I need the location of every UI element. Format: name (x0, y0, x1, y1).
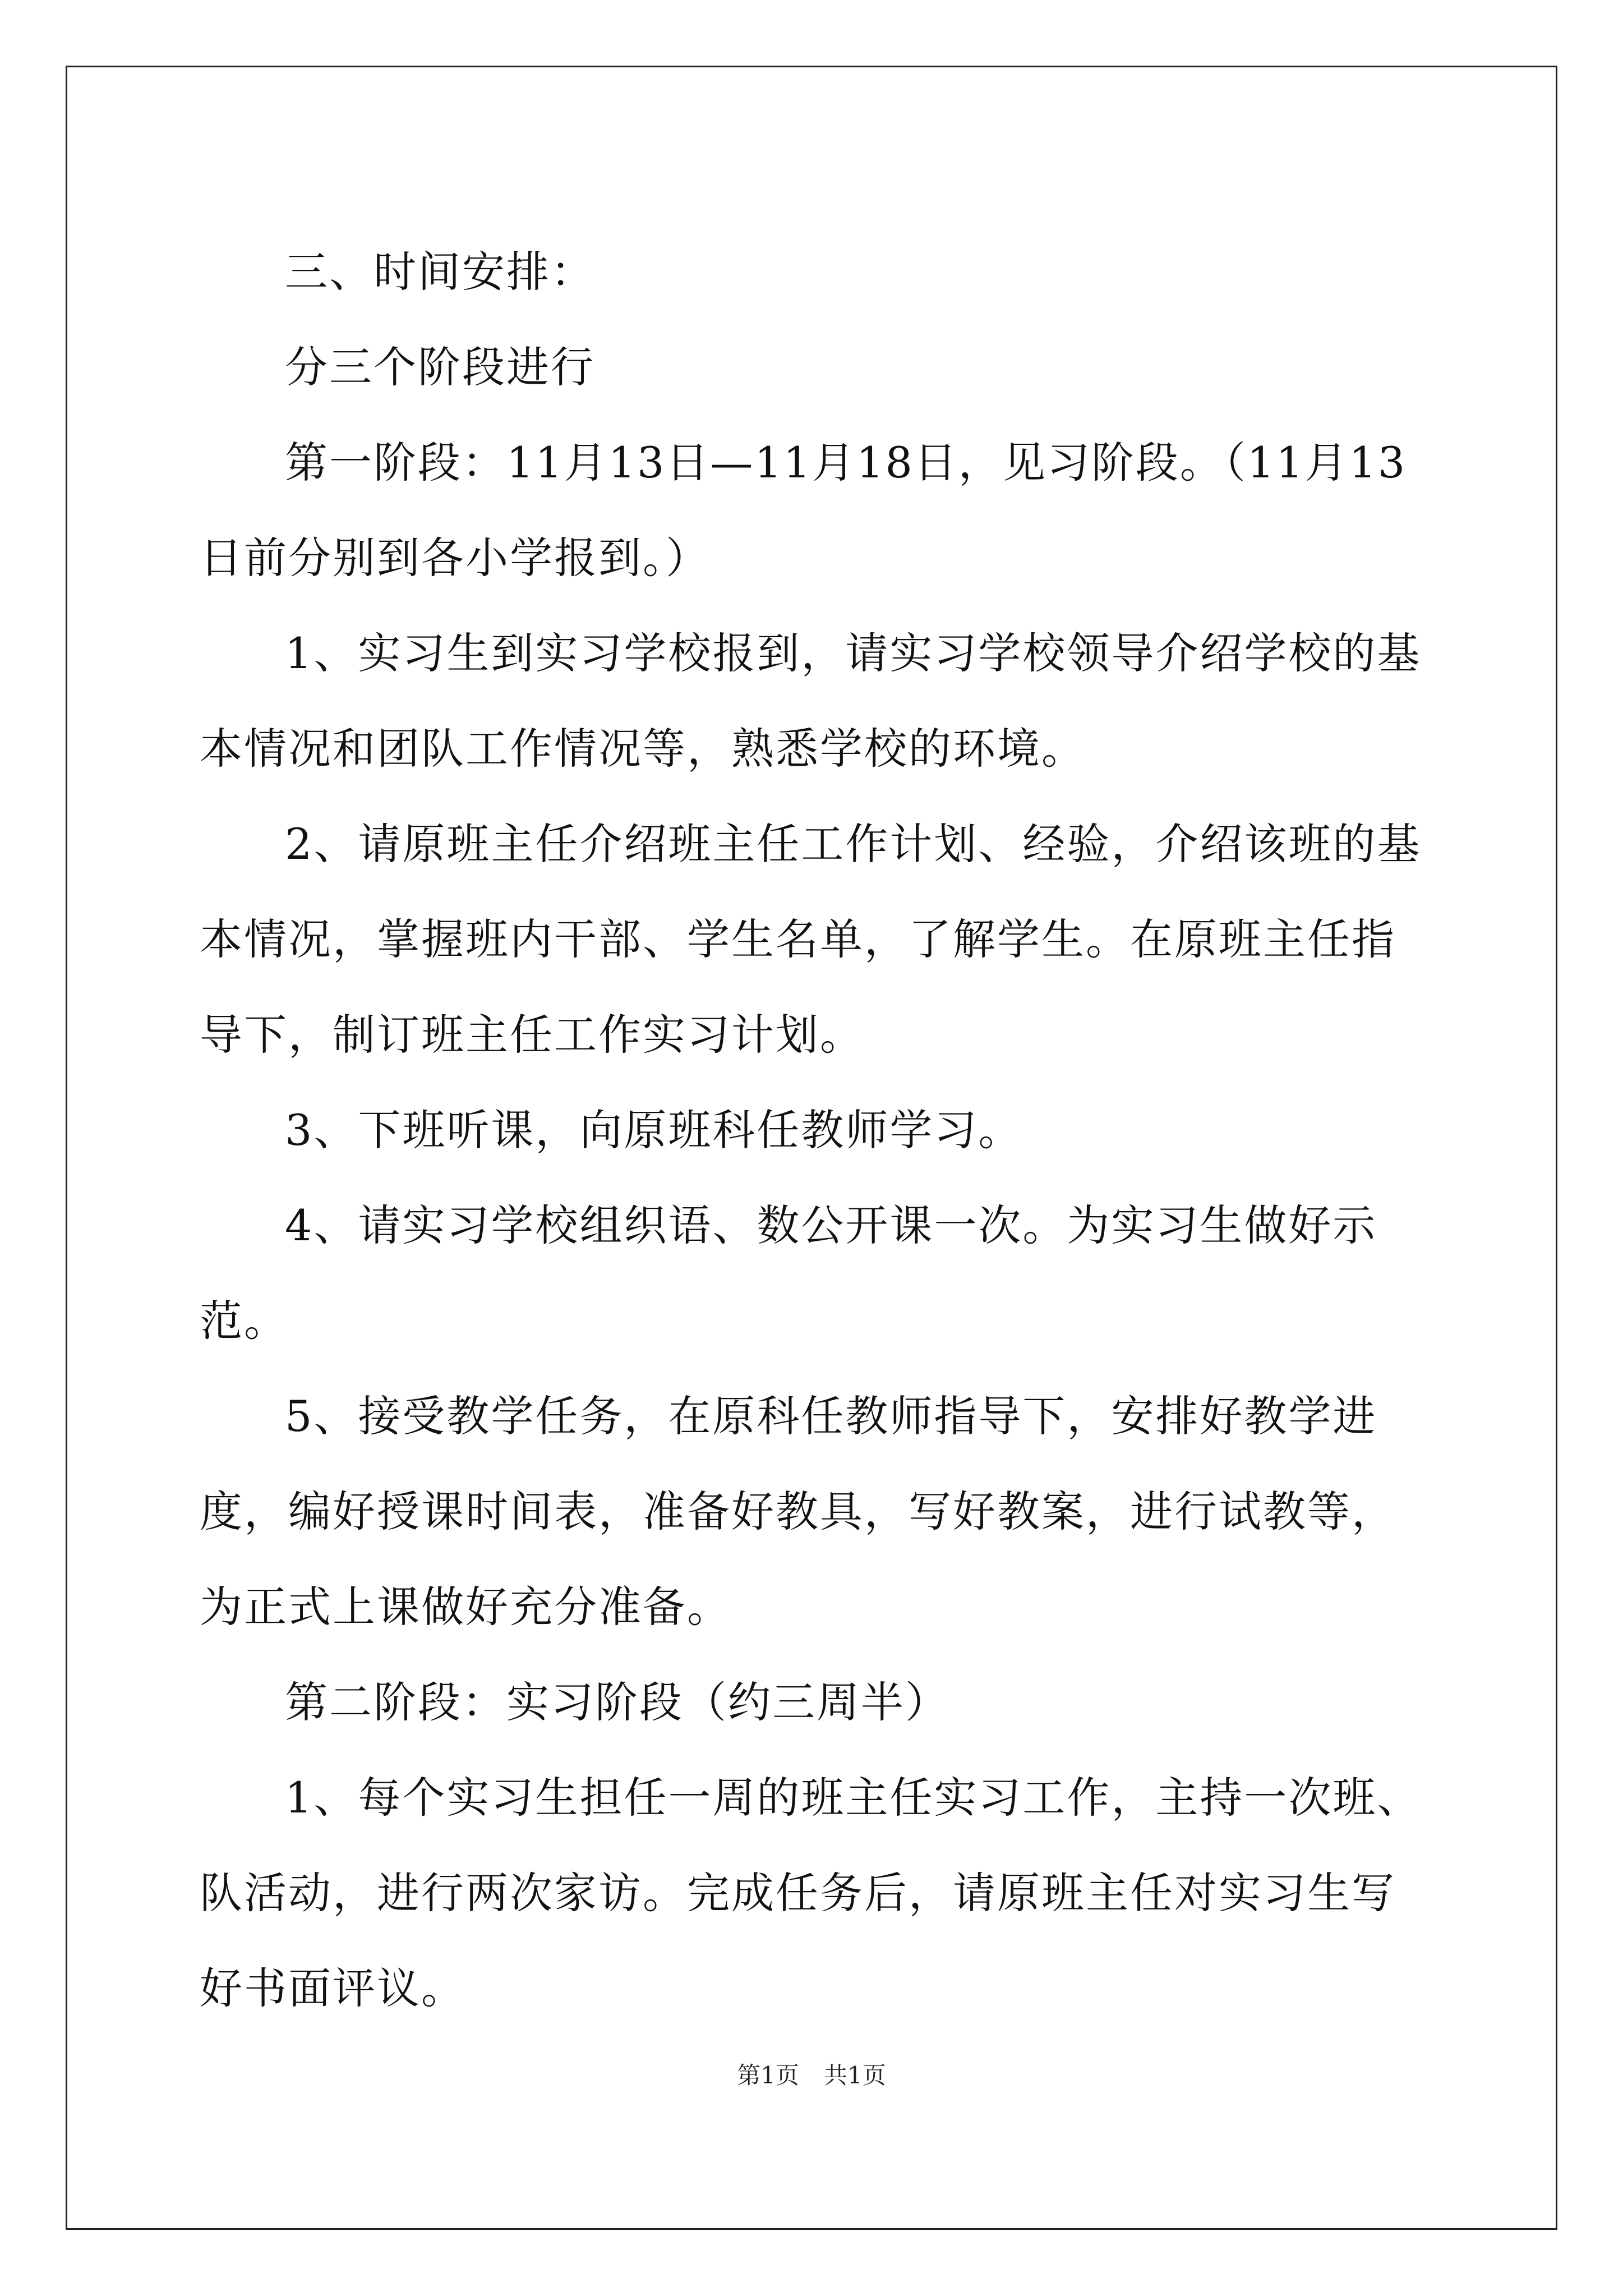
paragraph: 1、实习生到实习学校报到，请实习学校领导介绍学校的基本情况和团队工作情况等，熟悉学校的环境。 (200, 628, 1422, 774)
paragraph: 5、接受教学任务，在原科任教师指导下，安排好教学进度，编好授课时间表，准备好教具，写好教案，进行试教等，为正式上课做好充分准备。 (200, 1391, 1396, 1632)
paragraph: 3、下班听课，向原班科任教师学习。 (285, 1105, 1023, 1155)
paragraph: 1、每个实习生担任一周的班主任实习工作，主持一次班、队活动，进行两次家访。完成任务后，请原班主任对实习生写好书面评议。 (200, 1773, 1422, 2013)
page-number: 第1页 (737, 2062, 799, 2089)
paragraph: 第一阶段：11月13日—11月18日，见习阶段。（11月13日前分别到各小学报到。） (200, 438, 1407, 583)
paragraph: 分三个阶段进行 (285, 342, 595, 392)
section-heading: 三、时间安排： (285, 247, 595, 297)
document-body (200, 224, 1422, 2036)
paragraph: 4、请实习学校组织语、数公开课一次。为实习生做好示范。 (200, 1200, 1377, 1346)
page-total: 共1页 (824, 2062, 886, 2089)
paragraph: 第二阶段：实习阶段（约三周半） (285, 1677, 949, 1727)
paragraph: 2、请原班主任介绍班主任工作计划、经验，介绍该班的基本情况，掌握班内干部、学生名单，了解学生。在原班主任指导下，制订班主任工作实习计划。 (200, 819, 1422, 1060)
page-footer (0, 2059, 1623, 2092)
